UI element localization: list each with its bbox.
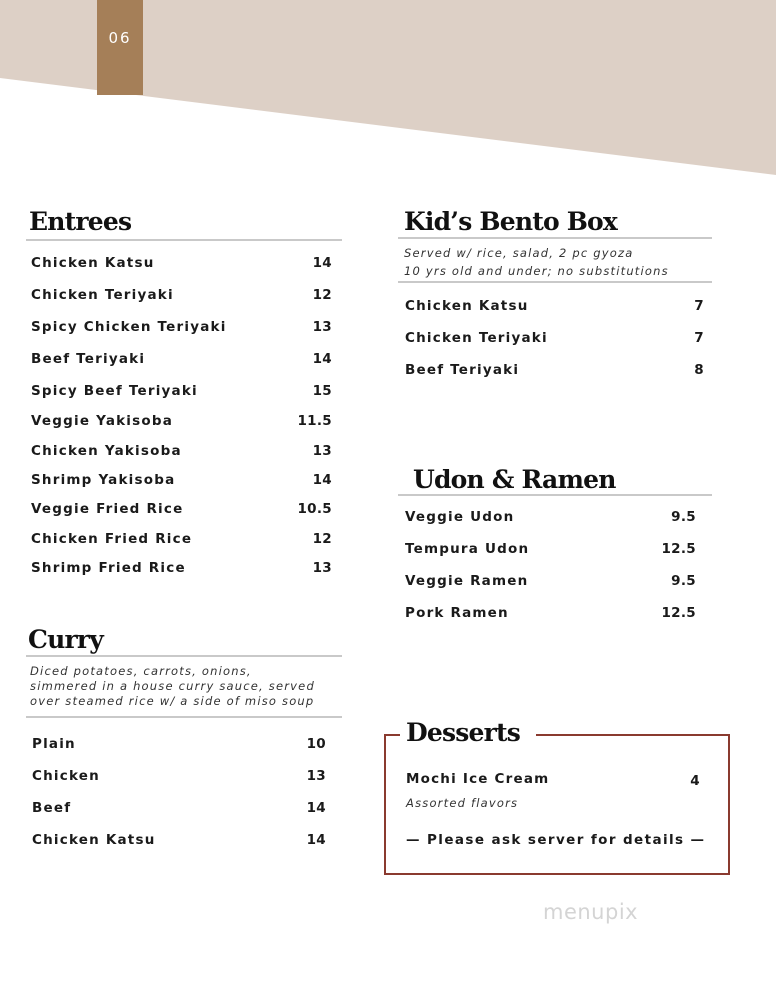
menu-item	[405, 298, 704, 318]
item-name: Veggie Ramen	[405, 573, 529, 589]
kids-bento-divider-top	[398, 237, 712, 239]
menu-item	[31, 351, 332, 371]
item-price: 12.5	[661, 605, 696, 621]
curry-list	[32, 736, 326, 856]
menu-item	[31, 443, 332, 463]
kids-bento-heading: Kid’s Bento Box	[404, 207, 618, 236]
menu-item	[31, 287, 332, 307]
curry-divider-bottom	[26, 716, 342, 718]
item-name: Chicken Katsu	[31, 255, 155, 271]
menu-item	[31, 472, 332, 492]
item-price: 12	[312, 287, 332, 303]
entrees-heading: Entrees	[29, 207, 132, 236]
item-price: 12.5	[661, 541, 696, 557]
kids-bento-section	[398, 207, 712, 387]
kids-bento-note: Served w/ rice, salad, 2 pc gyoza	[404, 246, 634, 260]
item-price: 11.5	[297, 413, 332, 429]
item-price: 13	[306, 768, 326, 784]
item-price: 12	[312, 531, 332, 547]
kids-bento-divider-bottom	[398, 281, 712, 283]
page-number-tab	[97, 0, 143, 95]
menu-item	[32, 768, 326, 788]
item-name: Chicken Teriyaki	[31, 287, 174, 303]
menu-item	[31, 560, 332, 580]
desserts-heading: Desserts	[400, 718, 536, 748]
item-name: Veggie Yakisoba	[31, 413, 174, 429]
item-price: 9.5	[671, 509, 696, 525]
item-price: 14	[306, 832, 326, 848]
kids-bento-list	[405, 298, 704, 378]
page-number: 06	[108, 29, 132, 47]
menu-item	[405, 573, 696, 593]
item-name: Chicken	[32, 768, 100, 784]
menu-item	[405, 605, 696, 625]
item-price: 7	[694, 298, 704, 314]
item-name: Shrimp Fried Rice	[31, 560, 186, 576]
curry-description-line: over steamed rice w/ a side of miso soup	[30, 694, 315, 708]
item-name: Mochi Ice Cream	[406, 771, 550, 787]
item-name: Plain	[32, 736, 76, 752]
curry-section	[26, 625, 342, 855]
item-price: 14	[312, 472, 332, 488]
menu-item	[32, 736, 326, 756]
item-name: Beef Teriyaki	[405, 362, 520, 378]
desserts-box	[384, 718, 730, 875]
curry-heading: Curry	[28, 625, 103, 654]
curry-description	[30, 664, 315, 709]
menu-item	[31, 383, 332, 403]
menu-item	[31, 413, 332, 433]
kids-bento-notes	[404, 244, 669, 280]
menu-item	[31, 255, 332, 275]
menu-item	[405, 541, 696, 561]
menu-item	[32, 832, 326, 852]
item-name: Beef Teriyaki	[31, 351, 146, 367]
item-name: Veggie Fried Rice	[31, 501, 184, 517]
udon-ramen-divider	[398, 494, 712, 496]
item-name: Spicy Chicken Teriyaki	[31, 319, 227, 335]
udon-ramen-heading: Udon & Ramen	[413, 465, 616, 494]
entrees-section	[26, 207, 342, 587]
item-price: 13	[312, 560, 332, 576]
item-price: 10	[306, 736, 326, 752]
item-name: Chicken Fried Rice	[31, 531, 193, 547]
item-name: Chicken Teriyaki	[405, 330, 548, 346]
udon-ramen-list	[405, 509, 696, 619]
menu-item	[31, 531, 332, 551]
udon-ramen-section	[398, 465, 712, 625]
item-price: 13	[312, 319, 332, 335]
menu-item	[32, 800, 326, 820]
curry-description-line: Diced potatoes, carrots, onions,	[30, 664, 252, 678]
item-name: Spicy Beef Teriyaki	[31, 383, 198, 399]
menu-item	[406, 771, 700, 791]
item-price: 14	[306, 800, 326, 816]
menu-item	[405, 509, 696, 529]
item-price: 4	[690, 773, 700, 789]
item-price: 8	[694, 362, 704, 378]
item-name: Beef	[32, 800, 72, 816]
curry-description-line: simmered in a house curry sauce, served	[30, 679, 315, 693]
item-price: 14	[312, 255, 332, 271]
item-name: Chicken Katsu	[405, 298, 529, 314]
item-price: 9.5	[671, 573, 696, 589]
item-price: 14	[312, 351, 332, 367]
watermark-logo: menupix	[543, 900, 639, 924]
item-name: Chicken Yakisoba	[31, 443, 182, 459]
item-name: Tempura Udon	[405, 541, 530, 557]
item-price: 7	[694, 330, 704, 346]
item-name: Pork Ramen	[405, 605, 509, 621]
menu-item	[405, 330, 704, 350]
item-name: Veggie Udon	[405, 509, 515, 525]
kids-bento-note: 10 yrs old and under; no substitutions	[404, 264, 669, 278]
item-price: 10.5	[297, 501, 332, 517]
menu-item	[405, 362, 704, 382]
item-price: 15	[312, 383, 332, 399]
curry-divider-top	[26, 655, 342, 657]
item-name: Chicken Katsu	[32, 832, 156, 848]
item-price: 13	[312, 443, 332, 459]
menu-item	[31, 501, 332, 521]
item-name: Shrimp Yakisoba	[31, 472, 176, 488]
dessert-note: Assorted flavors	[406, 796, 519, 810]
server-details-note: — Please ask server for details —	[406, 832, 706, 848]
menu-item	[31, 319, 332, 339]
entrees-list	[31, 255, 332, 585]
entrees-divider	[26, 239, 342, 241]
